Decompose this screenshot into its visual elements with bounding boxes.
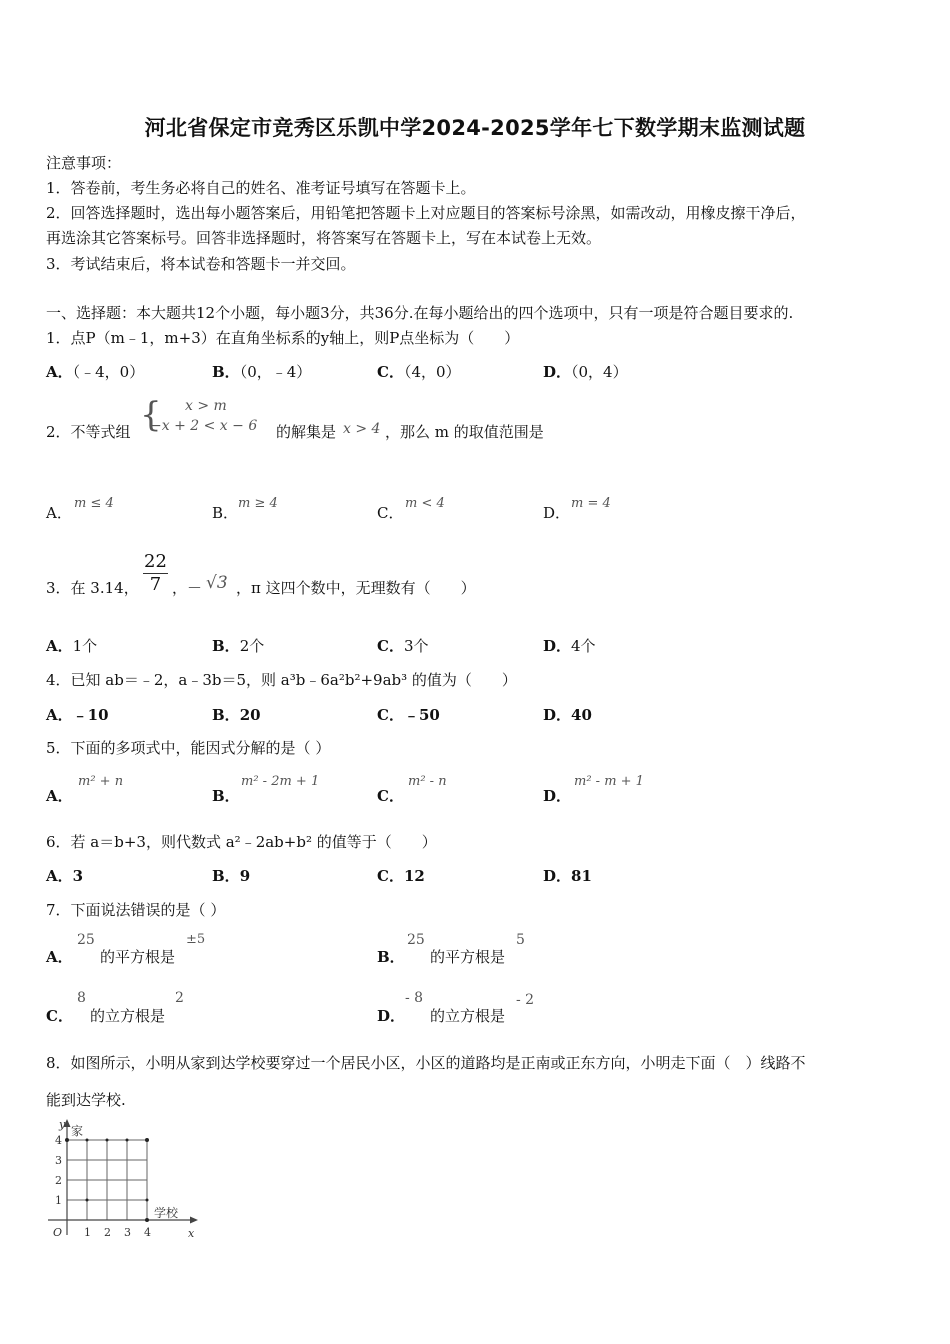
q7-option-b-answer: 5 bbox=[516, 932, 525, 948]
q1-option-a: A．（﹣4，0） bbox=[46, 363, 145, 381]
q3-prefix: 3．在 3.14， bbox=[46, 579, 139, 597]
notice-heading: 注意事项： bbox=[46, 154, 122, 172]
q2-option-b: m ≥ 4 bbox=[238, 496, 278, 511]
q8-stem-line1: 8．如图所示，小明从家到达学校要穿过一个居民小区，小区的道路均是正南或正东方向，小明走下面（ ）线路不 bbox=[46, 1054, 806, 1072]
q2-prefix: 2．不等式组 bbox=[46, 423, 131, 441]
page-title: 河北省保定市竞秀区乐凯中学2024-2025学年七下数学期末监测试题 bbox=[144, 116, 806, 140]
q8-x-axis-label: x bbox=[188, 1227, 195, 1240]
q5-option-d-label: D． bbox=[543, 787, 572, 805]
q7-stem: 7．下面说法错误的是（ ） bbox=[46, 901, 226, 919]
q2-option-c: m < 4 bbox=[405, 496, 445, 511]
section-heading: 一、选择题：本大题共12个小题，每小题3分，共36分.在每小题给出的四个选项中，只有一项是符合题目要求的. bbox=[46, 304, 794, 322]
q3-suffix: ，π 这四个数中，无理数有（ ） bbox=[236, 579, 476, 597]
q1-option-c: C．（4，0） bbox=[377, 363, 461, 381]
q3-fraction bbox=[143, 551, 168, 596]
q8-y-tick-4: 4 bbox=[55, 1134, 62, 1147]
q7-option-a-value: 25 bbox=[77, 932, 95, 948]
q7-option-d-label: D． bbox=[377, 1007, 406, 1025]
q2-option-c-label: C． bbox=[377, 504, 404, 522]
q2-option-d: m = 4 bbox=[571, 496, 611, 511]
q7-option-a-text: 的平方根是 bbox=[100, 948, 176, 966]
q5-stem: 5．下面的多项式中，能因式分解的是（ ） bbox=[46, 739, 331, 757]
q3-option-c: C．3个 bbox=[377, 637, 429, 655]
q3-frac-den: 7 bbox=[149, 574, 162, 595]
q8-x-tick-4: 4 bbox=[144, 1226, 151, 1239]
q2-condition: x > 4 bbox=[343, 421, 381, 437]
q6-option-d: D．81 bbox=[543, 867, 592, 885]
q3-frac-num: 22 bbox=[144, 551, 167, 572]
q8-grid-figure bbox=[40, 1115, 205, 1243]
q4-option-d: D．40 bbox=[543, 706, 592, 724]
q3-option-a: A．1个 bbox=[46, 637, 98, 655]
q8-x-tick-1: 1 bbox=[84, 1226, 91, 1239]
q5-option-d: m² - m + 1 bbox=[574, 774, 644, 789]
q2-option-a-label: A． bbox=[46, 504, 72, 522]
q8-stem-line2: 能到达学校. bbox=[46, 1091, 126, 1109]
q2-ineq-2: −x + 2 < x − 6 bbox=[150, 418, 258, 434]
q8-y-tick-3: 3 bbox=[55, 1154, 62, 1167]
q7-option-c-text: 的立方根是 bbox=[90, 1007, 166, 1025]
q1-option-d: D．（0，4） bbox=[543, 363, 628, 381]
q7-option-b-value: 25 bbox=[407, 932, 425, 948]
notice-item-3: 3．考试结束后，将本试卷和答题卡一并交回。 bbox=[46, 255, 356, 273]
q8-home-label: 家 bbox=[71, 1124, 84, 1138]
q8-school-label: 学校 bbox=[154, 1206, 179, 1220]
q7-option-b-label: B． bbox=[377, 948, 405, 966]
q5-option-a: m² + n bbox=[78, 774, 124, 789]
q8-x-tick-2: 2 bbox=[104, 1226, 111, 1239]
q8-y-tick-2: 2 bbox=[55, 1174, 62, 1187]
q8-origin-label: O bbox=[53, 1226, 63, 1239]
q7-option-a-answer: ±5 bbox=[186, 932, 206, 947]
q2-brace: { bbox=[140, 395, 162, 435]
q7-option-d-value: - 8 bbox=[405, 990, 424, 1006]
q2-option-d-label: D． bbox=[543, 504, 571, 522]
q4-option-c: C．﹣50 bbox=[377, 706, 440, 724]
notice-item-2: 2．回答选择题时，选出每小题答案后，用铅笔把答题卡上对应题目的答案标号涂黑，如需改动，用橡皮擦干净后， bbox=[46, 204, 806, 222]
q7-option-d-text: 的立方根是 bbox=[430, 1007, 506, 1025]
q4-option-b: B．20 bbox=[212, 706, 261, 724]
q8-y-tick-1: 1 bbox=[55, 1194, 62, 1207]
q2-mid: 的解集是 bbox=[276, 423, 337, 441]
q6-option-a: A．3 bbox=[46, 867, 84, 885]
q4-stem: 4．已知 ab＝﹣2，a﹣3b＝5，则 a³b﹣6a²b²+9ab³ 的值为（ ） bbox=[46, 671, 517, 689]
q5-option-b: m² - 2m + 1 bbox=[241, 774, 320, 789]
q5-option-a-label: A． bbox=[46, 787, 73, 805]
q3-sqrt: √3 bbox=[206, 573, 228, 593]
q7-option-c-value: 8 bbox=[77, 990, 86, 1006]
q7-option-b-text: 的平方根是 bbox=[430, 948, 506, 966]
q5-option-b-label: B． bbox=[212, 787, 240, 805]
notice-item-1: 1．答卷前，考生务必将自己的姓名、准考证号填写在答题卡上。 bbox=[46, 179, 476, 197]
q3-mid: ，－ bbox=[172, 579, 203, 597]
q3-option-d: D．4个 bbox=[543, 637, 596, 655]
q5-option-c: m² - n bbox=[408, 774, 447, 789]
q2-ineq-1: x > m bbox=[185, 398, 227, 414]
q7-option-d-answer: - 2 bbox=[516, 992, 535, 1008]
q7-option-c-answer: 2 bbox=[175, 990, 184, 1006]
q6-stem: 6．若 a＝b+3，则代数式 a²﹣2ab+b² 的值等于（ ） bbox=[46, 833, 437, 851]
q4-option-a: A．﹣10 bbox=[46, 706, 109, 724]
q1-stem: 1．点P（m﹣1，m+3）在直角坐标系的y轴上，则P点坐标为（ ） bbox=[46, 329, 520, 347]
q7-option-c-label: C． bbox=[46, 1007, 73, 1025]
q6-option-b: B．9 bbox=[212, 867, 251, 885]
q3-option-b: B．2个 bbox=[212, 637, 265, 655]
q8-y-axis-label: y bbox=[59, 1118, 66, 1131]
q5-option-c-label: C． bbox=[377, 787, 404, 805]
q1-option-b: B．（0，﹣4） bbox=[212, 363, 312, 381]
q2-option-b-label: B． bbox=[212, 504, 239, 522]
notice-item-2-cont: 再选涂其它答案标号。回答非选择题时，将答案写在答题卡上，写在本试卷上无效。 bbox=[46, 229, 602, 247]
q7-option-a-label: A． bbox=[46, 948, 73, 966]
q2-option-a: m ≤ 4 bbox=[74, 496, 114, 511]
q2-suffix: ，那么 m 的取值范围是 bbox=[385, 423, 544, 441]
q6-option-c: C．12 bbox=[377, 867, 425, 885]
q8-x-tick-3: 3 bbox=[124, 1226, 131, 1239]
